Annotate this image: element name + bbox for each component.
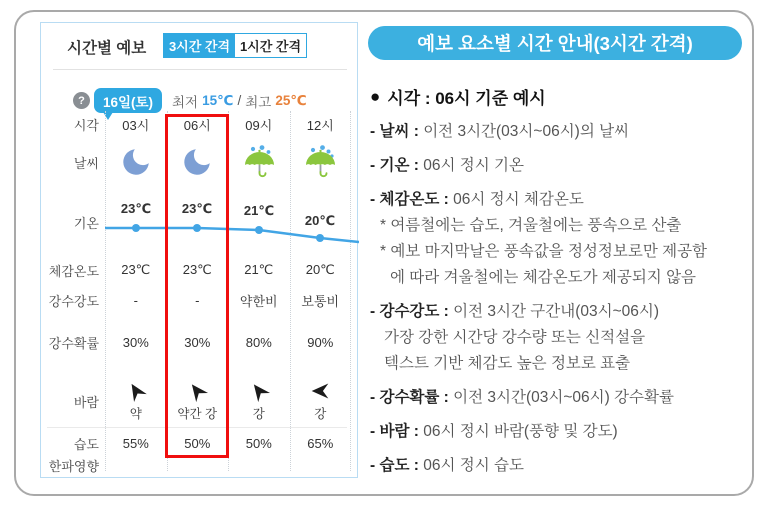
rain-umbrella-icon bbox=[228, 135, 290, 189]
guide-item-weather bbox=[370, 119, 750, 145]
wind-strength: 강 bbox=[252, 406, 265, 421]
humidity-value: 65% bbox=[307, 435, 334, 451]
feels-like-row bbox=[105, 257, 351, 283]
term: - 습도 : bbox=[370, 457, 419, 474]
feels-value: 21℃ bbox=[244, 262, 274, 277]
daily-temp-range bbox=[172, 88, 307, 113]
prob-value: 30% bbox=[122, 334, 149, 350]
row-label-temp: 기온 bbox=[73, 215, 99, 231]
desc: 이전 3시간(03시~06시) 강수확률 bbox=[453, 389, 674, 406]
term: - 바람 : bbox=[370, 423, 419, 440]
help-icon[interactable]: ? bbox=[73, 92, 90, 109]
wind-row bbox=[105, 375, 351, 427]
desc: 06시 정시 습도 bbox=[423, 457, 524, 474]
intensity-value: 보통비 bbox=[301, 293, 340, 309]
term: - 강수강도 : bbox=[370, 303, 449, 320]
wind-arrow-icon bbox=[245, 376, 273, 404]
guide-list bbox=[370, 119, 750, 479]
wind-cell bbox=[228, 375, 290, 427]
tab-1hour-interval[interactable]: 1시간 간격 bbox=[239, 39, 302, 54]
temp-value: 21℃ bbox=[243, 203, 275, 218]
row-label-weather: 날씨 bbox=[73, 155, 99, 171]
guide-item-feels bbox=[370, 187, 750, 291]
temp-value: 20℃ bbox=[304, 213, 336, 228]
desc: 이전 3시간(03시~06시)의 날씨 bbox=[423, 123, 630, 140]
time-12: 12시 bbox=[306, 117, 334, 133]
temp-value: 23℃ bbox=[181, 201, 213, 216]
guide-item-intensity bbox=[370, 299, 750, 377]
tab-3hour-interval[interactable]: 3시간 간격 bbox=[164, 34, 235, 57]
row-label-feels: 체감온도 bbox=[48, 263, 99, 279]
prob-value: 30% bbox=[184, 334, 211, 350]
guide-item-wind bbox=[370, 419, 750, 445]
prob-value: 80% bbox=[245, 334, 272, 350]
time-header-row bbox=[105, 113, 351, 135]
bullet-icon: ● bbox=[370, 86, 381, 106]
temp-value: 23℃ bbox=[120, 201, 152, 216]
row-label-wind: 바람 bbox=[73, 394, 99, 410]
temperature-line-chart bbox=[105, 189, 359, 255]
desc: 06시 정시 바람(풍향 및 강도) bbox=[423, 423, 618, 440]
wind-arrow-icon bbox=[310, 381, 330, 401]
feels-note: * 여름철에는 습도, 겨울철에는 풍속으로 산출 bbox=[380, 217, 682, 234]
guide-panel bbox=[368, 26, 750, 479]
time-09: 09시 bbox=[245, 117, 273, 133]
wind-strength: 강 bbox=[314, 406, 327, 421]
weather-row bbox=[105, 135, 351, 189]
humidity-row bbox=[105, 429, 351, 457]
feels-value: 20℃ bbox=[305, 262, 335, 277]
term: - 기온 : bbox=[370, 157, 419, 174]
humidity-value: 50% bbox=[184, 435, 211, 451]
time-06: 06시 bbox=[183, 117, 211, 133]
low-label: 최저 bbox=[172, 94, 199, 110]
guide-item-temp bbox=[370, 153, 750, 179]
intensity-value: - bbox=[133, 292, 138, 308]
wind-cell bbox=[105, 375, 167, 427]
row-label-humidity: 습도 bbox=[73, 436, 99, 452]
header-divider bbox=[53, 69, 347, 70]
precip-intensity-row bbox=[105, 287, 351, 313]
feels-value: 23℃ bbox=[182, 262, 212, 277]
high-label: 최고 bbox=[245, 94, 272, 110]
time-03: 03시 bbox=[122, 117, 150, 133]
wind-strength: 약 bbox=[129, 406, 142, 421]
moon-icon bbox=[167, 135, 229, 189]
term: - 체감온도 : bbox=[370, 191, 449, 208]
guide-item-prob bbox=[370, 385, 750, 411]
row-label-coldwave: 한파영향 bbox=[48, 458, 99, 474]
feels-note: 에 따라 겨울철에는 체감온도가 제공되지 않음 bbox=[390, 269, 697, 286]
term: - 강수확률 : bbox=[370, 389, 449, 406]
guide-heading bbox=[370, 84, 750, 109]
interval-tab-group bbox=[163, 33, 307, 58]
intensity-value: 약한비 bbox=[239, 293, 278, 309]
precip-prob-row bbox=[105, 327, 351, 357]
feels-value: 23℃ bbox=[121, 262, 151, 277]
intensity-cont: 텍스트 기반 체감도 높은 정보로 표출 bbox=[384, 355, 631, 372]
prob-value: 90% bbox=[307, 334, 334, 350]
panel-title: 시간별 예보 bbox=[67, 40, 147, 57]
humidity-value: 55% bbox=[122, 435, 149, 451]
humidity-value: 50% bbox=[245, 435, 272, 451]
wind-cell bbox=[290, 375, 352, 427]
desc: 06시 정시 체감온도 bbox=[453, 191, 584, 208]
guide-title-pill: 예보 요소별 시간 안내(3시간 간격) bbox=[368, 26, 742, 60]
rain-umbrella-icon bbox=[290, 135, 352, 189]
intensity-value: - bbox=[195, 292, 200, 308]
humidity-divider bbox=[47, 427, 347, 428]
row-label-time: 시각 bbox=[73, 117, 99, 133]
wind-cell bbox=[167, 375, 229, 427]
range-separator: / bbox=[237, 93, 242, 108]
desc: 06시 정시 기온 bbox=[423, 157, 524, 174]
wind-arrow-icon bbox=[122, 377, 150, 405]
low-value: 15℃ bbox=[202, 92, 234, 108]
high-value: 25℃ bbox=[275, 92, 307, 108]
term: - 날씨 : bbox=[370, 123, 419, 140]
moon-icon bbox=[105, 135, 167, 189]
row-label-intensity: 강수강도 bbox=[48, 293, 99, 309]
feels-note: * 예보 마지막날은 풍속값을 정성정보로만 제공함 bbox=[380, 243, 708, 260]
guide-item-humidity bbox=[370, 453, 750, 479]
desc: 이전 3시간 구간내(03시~06시) bbox=[453, 303, 660, 320]
guide-heading-text: 시각 : 06시 기준 예시 bbox=[387, 89, 546, 108]
row-label-prob: 강수확률 bbox=[48, 335, 99, 351]
wind-arrow-icon bbox=[183, 376, 211, 404]
wind-strength: 약간 강 bbox=[177, 406, 218, 421]
date-badge[interactable]: 16일(토) bbox=[94, 88, 162, 113]
hourly-forecast-panel bbox=[40, 22, 358, 478]
intensity-cont: 가장 강한 시간당 강수량 또는 신적설을 bbox=[384, 329, 646, 346]
